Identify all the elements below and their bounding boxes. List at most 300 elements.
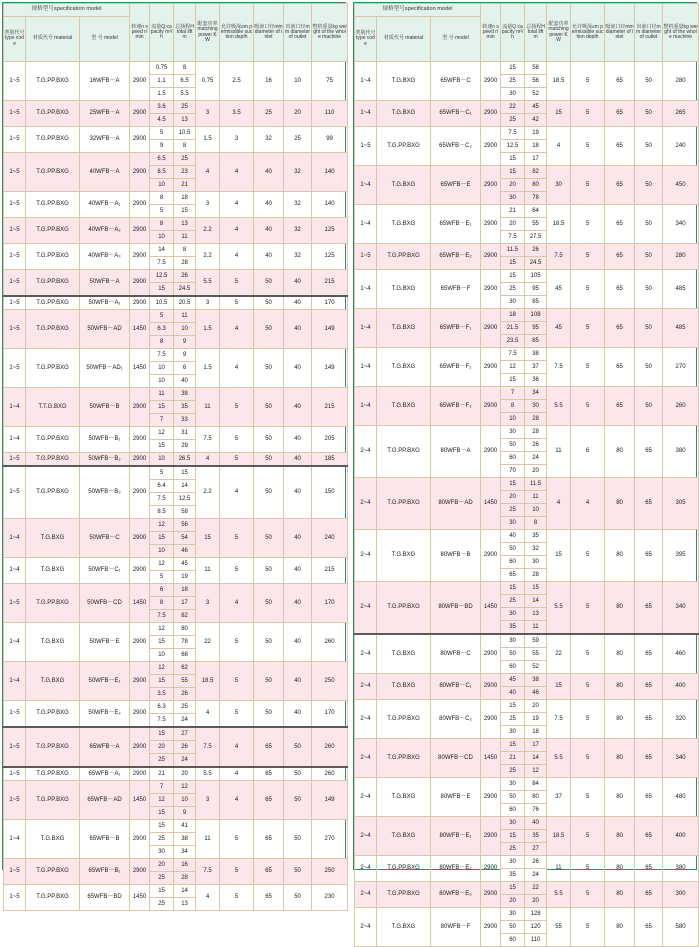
outlet-cell: 40 — [284, 701, 312, 728]
head-cell: 46 — [525, 687, 547, 700]
inlet-header: 吸液口径mm diameter of inlet — [254, 4, 284, 62]
material-header: 材质代号 material — [26, 17, 80, 62]
inlet-cell: 80 — [605, 908, 635, 947]
capacity-cell: 12 — [150, 519, 174, 532]
material-cell: T.G.PP.BXG — [26, 310, 80, 349]
capacity-cell: 30 — [501, 817, 525, 830]
material-cell: T.G.PP.BXG — [26, 101, 80, 127]
outlet-cell: 40 — [284, 310, 312, 349]
inlet-cell: 65 — [605, 309, 635, 348]
inlet-cell: 40 — [254, 218, 284, 244]
inlet-cell: 80 — [605, 700, 635, 739]
material-cell: T.G.PP.BXG — [26, 296, 80, 310]
weight-cell: 149 — [312, 349, 348, 388]
head-cell: 108 — [525, 309, 547, 322]
suction-cell: 6 — [571, 426, 605, 478]
head-cell: 15 — [174, 205, 196, 218]
suction-cell: 2.5 — [220, 62, 254, 101]
model-cell: 40WFB－A₂ — [80, 218, 130, 244]
capacity-cell: 15 — [150, 807, 174, 820]
outlet-cell: 65 — [635, 778, 663, 817]
outlet-cell: 40 — [284, 558, 312, 584]
outlet-cell: 50 — [635, 270, 663, 309]
inlet-cell: 65 — [254, 781, 284, 820]
type-code-cell: 1~5 — [4, 584, 26, 623]
head-cell: 26.5 — [174, 453, 196, 467]
material-cell: T.T.G.BXG — [26, 388, 80, 427]
material-cell: T.G.BXG — [377, 348, 431, 387]
model-cell: 65WFB－B₁ — [80, 859, 130, 885]
material-cell: T.G.PP.BXG — [26, 244, 80, 270]
head-cell: 20 — [174, 767, 196, 781]
weight-cell: 250 — [312, 662, 348, 701]
capacity-cell: 65 — [501, 569, 525, 582]
power-cell: 1.5 — [196, 349, 220, 388]
suction-cell: 4 — [220, 153, 254, 192]
speed-cell: 2900 — [130, 701, 150, 728]
type-code-cell: 1~5 — [4, 885, 26, 911]
type-code-cell: 2~4 — [355, 426, 377, 478]
weight-cell: 400 — [663, 817, 699, 856]
capacity-cell: 7.5 — [150, 714, 174, 728]
type-code-cell: 1~5 — [4, 62, 26, 101]
capacity-cell: 3.6 — [150, 101, 174, 114]
type-code-cell: 2~4 — [355, 908, 377, 947]
material-cell: T.G.PP.BXG — [26, 127, 80, 153]
head-cell: 15 — [174, 466, 196, 480]
head-cell: 20.5 — [174, 296, 196, 310]
head-cell: 105 — [525, 270, 547, 283]
outlet-cell: 32 — [284, 192, 312, 218]
material-cell: T.G.PP.BXG — [377, 426, 431, 478]
outlet-cell: 40 — [284, 427, 312, 453]
speed-cell: 2900 — [130, 62, 150, 101]
spec-group-header: 规格型号specification model — [4, 4, 130, 17]
table-row — [355, 205, 699, 218]
head-cell: 35 — [525, 830, 547, 843]
capacity-cell: 1.1 — [150, 75, 174, 88]
head-cell: 24 — [525, 452, 547, 465]
weight-cell: 485 — [663, 309, 699, 348]
material-cell: T.G.BXG — [377, 309, 431, 348]
head-cell: 52 — [525, 661, 547, 674]
table-row — [4, 727, 348, 741]
power-cell: 7.5 — [547, 700, 571, 739]
table-row — [4, 859, 348, 872]
weight-cell: 380 — [663, 426, 699, 478]
capacity-cell: 12 — [150, 427, 174, 440]
power-cell: 45 — [547, 309, 571, 348]
suction-cell: 5 — [220, 885, 254, 911]
table-row — [355, 817, 699, 830]
model-cell: 40WFB－A₁ — [80, 192, 130, 218]
suction-cell: 5 — [571, 700, 605, 739]
inlet-cell: 65 — [254, 885, 284, 911]
material-cell: T.G.PP.BXG — [26, 466, 80, 519]
weight-cell: 395 — [663, 530, 699, 582]
weight-cell: 240 — [663, 127, 699, 166]
power-cell: 3 — [196, 296, 220, 310]
model-cell: 65WFB－F₃ — [431, 387, 481, 426]
power-cell: 37 — [547, 778, 571, 817]
suction-cell: 4 — [220, 584, 254, 623]
head-cell: 45 — [525, 101, 547, 114]
head-cell: 30 — [525, 400, 547, 413]
type-code-cell: 1~5 — [4, 727, 26, 767]
model-cell: 50WFB－E₂ — [80, 701, 130, 728]
outlet-cell: 50 — [284, 727, 312, 767]
inlet-cell: 50 — [254, 349, 284, 388]
outlet-cell: 40 — [284, 296, 312, 310]
head-cell: 10 — [174, 794, 196, 807]
table-row — [4, 349, 348, 362]
speed-cell: 2900 — [130, 519, 150, 558]
material-cell: T.G.PP.BXG — [377, 700, 431, 739]
outlet-cell: 65 — [635, 426, 663, 478]
type-code-cell: 1~5 — [4, 453, 26, 467]
power-cell: 18.5 — [547, 205, 571, 244]
outlet-cell: 65 — [635, 478, 663, 530]
outlet-cell: 65 — [635, 856, 663, 882]
capacity-cell: 10 — [150, 362, 174, 375]
table-row — [355, 478, 699, 491]
inlet-cell: 80 — [605, 426, 635, 478]
suction-header: 允许吸深≤m permissible suction depth — [571, 4, 605, 62]
weight-cell: 75 — [312, 62, 348, 101]
head-cell: 85 — [525, 296, 547, 309]
head-cell: 55 — [174, 675, 196, 688]
head-cell: 82 — [174, 610, 196, 623]
head-cell: 13 — [174, 898, 196, 911]
capacity-cell: 10 — [150, 375, 174, 388]
capacity-cell: 60 — [501, 661, 525, 674]
material-cell: T.G.PP.BXG — [26, 218, 80, 244]
capacity-cell: 25 — [150, 898, 174, 911]
speed-cell: 1450 — [481, 739, 501, 778]
type-code-cell: 2~4 — [355, 856, 377, 882]
speed-cell: 1450 — [130, 885, 150, 911]
capacity-cell: 15 — [501, 582, 525, 595]
weight-cell: 340 — [663, 205, 699, 244]
power-cell: 5.5 — [196, 270, 220, 297]
inlet-cell: 65 — [605, 205, 635, 244]
capacity-cell: 60 — [501, 556, 525, 569]
table-row — [4, 218, 348, 231]
weight-cell: 400 — [663, 674, 699, 700]
speed-cell: 2900 — [481, 778, 501, 817]
left-spec-table — [2, 2, 347, 907]
capacity-cell: 5 — [150, 571, 174, 584]
capacity-cell: 7 — [150, 414, 174, 427]
speed-cell: 2900 — [130, 153, 150, 192]
type-code-cell: 1~4 — [355, 166, 377, 205]
head-cell: 38 — [525, 348, 547, 361]
capacity-cell: 12 — [150, 623, 174, 636]
power-cell: 2.2 — [196, 218, 220, 244]
spec-group-header: 规格型号specification model — [355, 4, 481, 17]
type-code-cell: 1~5 — [4, 127, 26, 153]
material-cell: T.G.PP.BXG — [26, 767, 80, 781]
power-cell: 15 — [547, 674, 571, 700]
head-cell: 120 — [525, 921, 547, 934]
head-cell: 9 — [174, 349, 196, 362]
head-cell: 11 — [174, 310, 196, 323]
outlet-cell: 50 — [284, 767, 312, 781]
capacity-cell: 8 — [150, 336, 174, 349]
suction-cell: 5 — [571, 270, 605, 309]
speed-cell: 2900 — [481, 700, 501, 739]
head-cell: 26 — [174, 688, 196, 701]
speed-cell: 2900 — [130, 244, 150, 270]
outlet-cell: 50 — [284, 781, 312, 820]
suction-cell: 5 — [220, 388, 254, 427]
power-cell: 3 — [196, 101, 220, 127]
capacity-cell: 20 — [501, 179, 525, 192]
capacity-cell: 15 — [501, 374, 525, 387]
material-cell: T.G.PP.BXG — [377, 882, 431, 908]
speed-cell: 2900 — [130, 859, 150, 885]
speed-cell: 2900 — [130, 192, 150, 218]
suction-cell: 5 — [220, 427, 254, 453]
head-cell: 24 — [525, 869, 547, 882]
head-header: 总扬程H total lift m — [174, 4, 196, 62]
head-cell: 128 — [525, 908, 547, 921]
head-cell: 9 — [174, 336, 196, 349]
capacity-cell: 50 — [501, 543, 525, 556]
table-row — [355, 739, 699, 752]
suction-cell: 5 — [220, 820, 254, 859]
head-cell: 29 — [174, 440, 196, 453]
head-cell: 9 — [174, 807, 196, 820]
table-row — [355, 101, 699, 114]
capacity-cell: 25 — [150, 754, 174, 768]
table-row — [4, 310, 348, 323]
head-cell: 41 — [174, 820, 196, 833]
capacity-cell: 20 — [150, 741, 174, 754]
type-code-cell: 1~4 — [4, 519, 26, 558]
inlet-cell: 25 — [254, 101, 284, 127]
suction-cell: 5 — [571, 127, 605, 166]
type-code-cell: 1~5 — [4, 296, 26, 310]
speed-cell: 2900 — [481, 426, 501, 478]
capacity-cell: 12.5 — [501, 140, 525, 153]
head-cell: 14 — [174, 885, 196, 898]
capacity-cell: 15 — [501, 830, 525, 843]
power-cell: 1.5 — [196, 127, 220, 153]
head-cell: 14 — [525, 595, 547, 608]
power-cell: 45 — [547, 270, 571, 309]
head-cell: 56 — [174, 519, 196, 532]
model-cell: 50WFB－CD — [80, 584, 130, 623]
type-code-cell: 2~4 — [355, 674, 377, 700]
suction-cell: 5 — [220, 296, 254, 310]
table-row — [4, 885, 348, 898]
model-cell: 80WFB－E — [431, 778, 481, 817]
type-code-cell: 1~4 — [355, 101, 377, 127]
head-cell: 21 — [174, 179, 196, 192]
inlet-cell: 80 — [605, 530, 635, 582]
capacity-cell: 21 — [501, 205, 525, 218]
outlet-cell: 50 — [635, 309, 663, 348]
head-cell: 25 — [174, 153, 196, 166]
outlet-cell: 65 — [635, 582, 663, 635]
type-code-cell: 2~4 — [355, 478, 377, 530]
model-cell: 65WFB－B — [80, 820, 130, 859]
material-cell: T.G.BXG — [377, 634, 431, 674]
outlet-cell: 50 — [635, 348, 663, 387]
power-cell: 11 — [547, 426, 571, 478]
model-cell: 50WFB－B₁ — [80, 427, 130, 453]
table-row — [355, 700, 699, 713]
head-cell: 78 — [174, 636, 196, 649]
outlet-cell: 10 — [284, 62, 312, 101]
head-cell: 26 — [174, 270, 196, 283]
table-row — [355, 270, 699, 283]
outlet-cell: 65 — [635, 634, 663, 674]
speed-cell: 2900 — [130, 727, 150, 767]
outlet-cell: 25 — [284, 127, 312, 153]
capacity-cell: 7.5 — [150, 349, 174, 362]
power-cell: 18.5 — [547, 817, 571, 856]
weight-cell: 460 — [663, 634, 699, 674]
material-cell: T.G.BXG — [377, 270, 431, 309]
power-cell: 22 — [547, 634, 571, 674]
type-code-cell: 1~4 — [4, 623, 26, 662]
inlet-cell: 65 — [605, 127, 635, 166]
capacity-cell: 30 — [501, 88, 525, 101]
model-cell: 32WFB－A — [80, 127, 130, 153]
capacity-cell: 30 — [501, 517, 525, 530]
inlet-cell: 50 — [254, 701, 284, 728]
type-code-cell: 1~4 — [4, 820, 26, 859]
suction-cell: 5 — [571, 387, 605, 426]
weight-cell: 140 — [312, 192, 348, 218]
head-cell: 80 — [525, 791, 547, 804]
power-cell: 4 — [196, 153, 220, 192]
weight-cell: 240 — [312, 519, 348, 558]
inlet-cell: 50 — [254, 584, 284, 623]
speed-cell: 2900 — [130, 820, 150, 859]
power-cell: 7.5 — [547, 348, 571, 387]
speed-cell: 2900 — [481, 908, 501, 947]
table-row — [4, 192, 348, 205]
material-cell: T.G.BXG — [377, 62, 431, 101]
capacity-cell: 12 — [501, 361, 525, 374]
model-cell: 50WFB－E₁ — [80, 662, 130, 701]
model-cell: 80WFB－C₂ — [431, 700, 481, 739]
capacity-cell: 15 — [150, 401, 174, 414]
type-code-cell: 1~5 — [4, 767, 26, 781]
model-cell: 65WFB－F — [431, 270, 481, 309]
model-cell: 80WFB－C₁ — [431, 674, 481, 700]
capacity-cell: 10 — [150, 545, 174, 558]
table-row — [355, 882, 699, 895]
type-code-cell: 2~4 — [355, 634, 377, 674]
capacity-cell: 25 — [501, 765, 525, 778]
power-cell: 11 — [196, 558, 220, 584]
model-cell: 65WFB－F₁ — [431, 309, 481, 348]
outlet-cell: 65 — [635, 817, 663, 856]
suction-cell: 4 — [220, 310, 254, 349]
speed-cell: 2900 — [130, 218, 150, 244]
weight-cell: 250 — [312, 859, 348, 885]
capacity-cell: 60 — [501, 934, 525, 947]
head-cell: 56 — [525, 75, 547, 88]
capacity-cell: 11 — [150, 388, 174, 401]
power-header: 配套功率 matching power KW — [196, 4, 220, 62]
type-code-cell: 1~4 — [355, 270, 377, 309]
head-cell: 84 — [525, 778, 547, 791]
suction-cell: 5 — [571, 908, 605, 947]
outlet-cell: 40 — [284, 388, 312, 427]
material-cell: T.G.PP.BXG — [377, 244, 431, 270]
head-cell: 24.5 — [525, 257, 547, 270]
capacity-cell: 15 — [501, 700, 525, 713]
head-cell: 55 — [525, 218, 547, 231]
table-row — [4, 662, 348, 675]
model-cell: 65WFB－F₂ — [431, 348, 481, 387]
head-cell: 12 — [174, 781, 196, 794]
capacity-cell: 7 — [150, 781, 174, 794]
material-cell: T.G.BXG — [377, 387, 431, 426]
capacity-cell: 11.5 — [501, 244, 525, 257]
model-cell: 50WFB－B₂ — [80, 453, 130, 467]
power-cell: 5.5 — [547, 739, 571, 778]
head-cell: 42 — [525, 114, 547, 127]
head-cell: 34 — [174, 846, 196, 859]
suction-cell: 5 — [571, 62, 605, 101]
outlet-cell: 50 — [635, 205, 663, 244]
material-cell: T.G.BXG — [377, 674, 431, 700]
material-cell: T.G.PP.BXG — [26, 192, 80, 218]
capacity-cell: 6.4 — [150, 480, 174, 493]
model-cell: 80WFB－B — [431, 530, 481, 582]
table-row — [4, 270, 348, 283]
material-cell: T.G.BXG — [377, 817, 431, 856]
head-cell: 78 — [525, 192, 547, 205]
outlet-cell: 20 — [284, 101, 312, 127]
head-cell: 35 — [174, 401, 196, 414]
capacity-cell: 1.5 — [150, 88, 174, 101]
outlet-cell: 65 — [635, 530, 663, 582]
speed-cell: 2900 — [481, 205, 501, 244]
capacity-cell: 7 — [501, 387, 525, 400]
power-cell: 18.5 — [547, 62, 571, 101]
model-cell: 80WFB－C — [431, 634, 481, 674]
material-cell: T.G.BXG — [377, 530, 431, 582]
weight-cell: 380 — [663, 856, 699, 882]
head-cell: 37 — [525, 361, 547, 374]
capacity-cell: 10.5 — [150, 296, 174, 310]
power-cell: 5.5 — [547, 882, 571, 908]
type-code-cell: 1~5 — [4, 466, 26, 519]
model-cell: 80WFB－BD — [431, 582, 481, 635]
capacity-cell: 6.5 — [150, 153, 174, 166]
outlet-cell: 40 — [284, 270, 312, 297]
weight-cell: 265 — [663, 101, 699, 127]
head-cell: 18 — [525, 140, 547, 153]
capacity-cell: 25 — [150, 833, 174, 846]
table-row — [355, 348, 699, 361]
capacity-cell: 25 — [501, 713, 525, 726]
model-cell: 80WFB－CD — [431, 739, 481, 778]
suction-cell: 5 — [220, 558, 254, 584]
head-cell: 17 — [525, 739, 547, 752]
model-cell: 25WFB－A — [80, 101, 130, 127]
head-cell: 24 — [174, 714, 196, 728]
head-cell: 14 — [525, 752, 547, 765]
outlet-cell: 50 — [284, 859, 312, 885]
